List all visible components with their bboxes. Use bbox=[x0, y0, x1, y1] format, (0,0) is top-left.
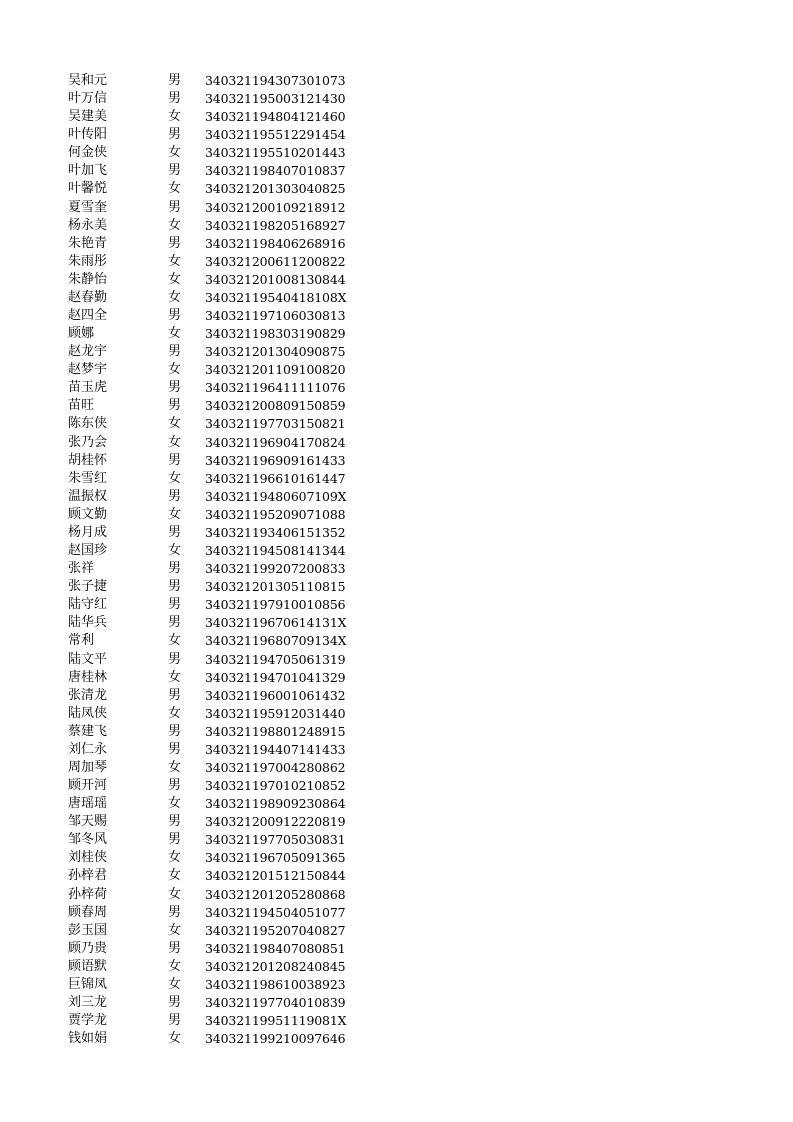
table-row bbox=[0, 922, 793, 940]
table-row bbox=[0, 90, 793, 108]
gender-cell: 男 bbox=[168, 741, 182, 757]
table-row bbox=[0, 180, 793, 198]
id-number-cell: 340321196610161447 bbox=[205, 470, 346, 486]
roster-table bbox=[0, 72, 793, 1048]
table-row bbox=[0, 560, 793, 578]
table-row bbox=[0, 831, 793, 849]
gender-cell: 男 bbox=[168, 723, 182, 739]
gender-cell: 男 bbox=[168, 344, 182, 360]
table-row bbox=[0, 524, 793, 542]
name-cell: 周加琴 bbox=[68, 759, 108, 775]
name-cell: 叶万信 bbox=[68, 91, 108, 107]
id-number-cell: 340321197004280862 bbox=[205, 759, 346, 775]
id-number-cell: 340321195207040827 bbox=[205, 922, 346, 938]
table-row bbox=[0, 886, 793, 904]
name-cell: 叶馨悦 bbox=[68, 181, 108, 197]
gender-cell: 女 bbox=[168, 289, 182, 305]
gender-cell: 女 bbox=[168, 145, 182, 161]
gender-cell: 男 bbox=[168, 778, 182, 794]
id-number-cell: 340321197703150821 bbox=[205, 416, 346, 432]
name-cell: 苗旺 bbox=[68, 398, 95, 414]
table-row bbox=[0, 777, 793, 795]
gender-cell: 女 bbox=[168, 886, 182, 902]
gender-cell: 男 bbox=[168, 561, 182, 577]
name-cell: 孙梓荷 bbox=[68, 886, 108, 902]
id-number-cell: 340321194407141433 bbox=[205, 741, 346, 757]
gender-cell: 女 bbox=[168, 470, 182, 486]
id-number-cell: 340321201008130844 bbox=[205, 271, 346, 287]
gender-cell: 男 bbox=[168, 832, 182, 848]
id-number-cell: 34032119480607109X bbox=[205, 488, 347, 504]
gender-cell: 男 bbox=[168, 597, 182, 613]
gender-cell: 女 bbox=[168, 506, 182, 522]
table-row bbox=[0, 72, 793, 90]
name-cell: 陆文平 bbox=[68, 651, 108, 667]
gender-cell: 男 bbox=[168, 308, 182, 324]
name-cell: 吴建美 bbox=[68, 109, 108, 125]
id-number-cell: 340321201109100820 bbox=[205, 362, 346, 378]
name-cell: 彭玉国 bbox=[68, 922, 108, 938]
name-cell: 张清龙 bbox=[68, 687, 108, 703]
name-cell: 胡桂怀 bbox=[68, 452, 108, 468]
id-number-cell: 340321197106030813 bbox=[205, 308, 346, 324]
gender-cell: 女 bbox=[168, 271, 182, 287]
table-row bbox=[0, 976, 793, 994]
id-number-cell: 340321201512150844 bbox=[205, 868, 346, 884]
gender-cell: 女 bbox=[168, 109, 182, 125]
table-row bbox=[0, 289, 793, 307]
gender-cell: 男 bbox=[168, 994, 182, 1010]
name-cell: 杨月成 bbox=[68, 524, 108, 540]
table-row bbox=[0, 126, 793, 144]
id-number-cell: 340321198610038923 bbox=[205, 976, 346, 992]
gender-cell: 女 bbox=[168, 253, 182, 269]
id-number-cell: 340321201205280868 bbox=[205, 886, 346, 902]
id-number-cell: 340321195512291454 bbox=[205, 127, 346, 143]
table-row bbox=[0, 144, 793, 162]
table-row bbox=[0, 253, 793, 271]
id-number-cell: 340321198205168927 bbox=[205, 217, 346, 233]
table-row bbox=[0, 669, 793, 687]
id-number-cell: 340321200912220819 bbox=[205, 814, 346, 830]
name-cell: 唐桂林 bbox=[68, 669, 108, 685]
name-cell: 邹天赐 bbox=[68, 814, 108, 830]
gender-cell: 女 bbox=[168, 217, 182, 233]
id-number-cell: 340321196705091365 bbox=[205, 850, 346, 866]
id-number-cell: 340321194701041329 bbox=[205, 669, 346, 685]
name-cell: 陆华兵 bbox=[68, 615, 108, 631]
id-number-cell: 340321195510201443 bbox=[205, 145, 346, 161]
name-cell: 常利 bbox=[68, 633, 95, 649]
id-number-cell: 34032119670614131X bbox=[205, 615, 347, 631]
table-row bbox=[0, 795, 793, 813]
name-cell: 刘桂侠 bbox=[68, 850, 108, 866]
table-row bbox=[0, 596, 793, 614]
name-cell: 陆守红 bbox=[68, 597, 108, 613]
id-number-cell: 340321197910010856 bbox=[205, 597, 346, 613]
id-number-cell: 340321198407080851 bbox=[205, 940, 346, 956]
table-row bbox=[0, 470, 793, 488]
id-number-cell: 340321195003121430 bbox=[205, 91, 346, 107]
name-cell: 巨锦凤 bbox=[68, 976, 108, 992]
id-number-cell: 340321199207200833 bbox=[205, 561, 346, 577]
table-row bbox=[0, 687, 793, 705]
id-number-cell: 340321198801248915 bbox=[205, 723, 346, 739]
table-row bbox=[0, 958, 793, 976]
table-row bbox=[0, 867, 793, 885]
gender-cell: 男 bbox=[168, 127, 182, 143]
name-cell: 陈东侠 bbox=[68, 416, 108, 432]
name-cell: 吴和元 bbox=[68, 73, 108, 88]
id-number-cell: 340321194804121460 bbox=[205, 109, 346, 125]
id-number-cell: 340321201208240845 bbox=[205, 958, 346, 974]
table-row bbox=[0, 759, 793, 777]
gender-cell: 女 bbox=[168, 976, 182, 992]
id-number-cell: 340321201305110815 bbox=[205, 579, 346, 595]
table-row bbox=[0, 705, 793, 723]
name-cell: 顾春周 bbox=[68, 904, 108, 920]
gender-cell: 男 bbox=[168, 814, 182, 830]
gender-cell: 男 bbox=[168, 235, 182, 251]
name-cell: 何金侠 bbox=[68, 145, 108, 161]
name-cell: 叶传阳 bbox=[68, 127, 108, 143]
table-row bbox=[0, 235, 793, 253]
name-cell: 温振权 bbox=[68, 488, 108, 504]
name-cell: 朱艳青 bbox=[68, 235, 108, 251]
table-row bbox=[0, 542, 793, 560]
name-cell: 唐瑶瑶 bbox=[68, 796, 108, 812]
table-row bbox=[0, 108, 793, 126]
table-row bbox=[0, 199, 793, 217]
name-cell: 顾开河 bbox=[68, 778, 108, 794]
name-cell: 夏雪奎 bbox=[68, 199, 108, 215]
name-cell: 顾语默 bbox=[68, 958, 108, 974]
name-cell: 钱如娟 bbox=[68, 1031, 108, 1047]
gender-cell: 女 bbox=[168, 326, 182, 342]
id-number-cell: 34032119540418108X bbox=[205, 289, 347, 305]
name-cell: 顾娜 bbox=[68, 326, 95, 342]
id-number-cell: 340321196001061432 bbox=[205, 687, 346, 703]
name-cell: 孙梓君 bbox=[68, 868, 108, 884]
id-number-cell: 340321194504051077 bbox=[205, 904, 346, 920]
name-cell: 朱雪红 bbox=[68, 470, 108, 486]
table-row bbox=[0, 651, 793, 669]
id-number-cell: 340321195912031440 bbox=[205, 705, 346, 721]
id-number-cell: 340321198406268916 bbox=[205, 235, 346, 251]
gender-cell: 女 bbox=[168, 705, 182, 721]
id-number-cell: 340321196411111076 bbox=[205, 380, 346, 396]
table-row bbox=[0, 1012, 793, 1030]
table-row bbox=[0, 849, 793, 867]
gender-cell: 男 bbox=[168, 91, 182, 107]
gender-cell: 男 bbox=[168, 904, 182, 920]
table-row bbox=[0, 379, 793, 397]
gender-cell: 男 bbox=[168, 488, 182, 504]
gender-cell: 男 bbox=[168, 398, 182, 414]
id-number-cell: 340321196909161433 bbox=[205, 452, 346, 468]
table-row bbox=[0, 506, 793, 524]
id-number-cell: 340321195209071088 bbox=[205, 506, 346, 522]
name-cell: 刘仁永 bbox=[68, 741, 108, 757]
id-number-cell: 34032119951119081X bbox=[205, 1013, 347, 1029]
table-row bbox=[0, 325, 793, 343]
name-cell: 赵四全 bbox=[68, 308, 108, 324]
id-number-cell: 340321198909230864 bbox=[205, 796, 346, 812]
gender-cell: 女 bbox=[168, 850, 182, 866]
id-number-cell: 340321194307301073 bbox=[205, 73, 346, 88]
gender-cell: 男 bbox=[168, 452, 182, 468]
name-cell: 叶加飞 bbox=[68, 163, 108, 179]
gender-cell: 男 bbox=[168, 199, 182, 215]
gender-cell: 男 bbox=[168, 651, 182, 667]
table-row bbox=[0, 488, 793, 506]
gender-cell: 女 bbox=[168, 796, 182, 812]
gender-cell: 女 bbox=[168, 362, 182, 378]
id-number-cell: 340321201303040825 bbox=[205, 181, 346, 197]
table-row bbox=[0, 904, 793, 922]
id-number-cell: 340321197010210852 bbox=[205, 778, 346, 794]
table-row bbox=[0, 632, 793, 650]
id-number-cell: 340321201304090875 bbox=[205, 344, 346, 360]
gender-cell: 男 bbox=[168, 73, 182, 88]
name-cell: 张祥 bbox=[68, 561, 95, 577]
gender-cell: 男 bbox=[168, 380, 182, 396]
id-number-cell: 340321194705061319 bbox=[205, 651, 346, 667]
gender-cell: 男 bbox=[168, 524, 182, 540]
gender-cell: 女 bbox=[168, 1031, 182, 1047]
table-row bbox=[0, 452, 793, 470]
name-cell: 张乃会 bbox=[68, 434, 108, 450]
table-row bbox=[0, 741, 793, 759]
table-row bbox=[0, 813, 793, 831]
id-number-cell: 340321196904170824 bbox=[205, 434, 346, 450]
name-cell: 朱静怡 bbox=[68, 271, 108, 287]
id-number-cell: 340321200109218912 bbox=[205, 199, 346, 215]
id-number-cell: 340321197704010839 bbox=[205, 994, 346, 1010]
name-cell: 赵龙宇 bbox=[68, 344, 108, 360]
name-cell: 邹冬风 bbox=[68, 832, 108, 848]
name-cell: 顾乃贵 bbox=[68, 940, 108, 956]
table-row bbox=[0, 271, 793, 289]
table-row bbox=[0, 307, 793, 325]
id-number-cell: 340321199210097646 bbox=[205, 1031, 346, 1047]
gender-cell: 男 bbox=[168, 687, 182, 703]
name-cell: 刘三龙 bbox=[68, 994, 108, 1010]
gender-cell: 女 bbox=[168, 543, 182, 559]
gender-cell: 女 bbox=[168, 633, 182, 649]
gender-cell: 男 bbox=[168, 1013, 182, 1029]
table-row bbox=[0, 415, 793, 433]
gender-cell: 男 bbox=[168, 163, 182, 179]
name-cell: 蔡建飞 bbox=[68, 723, 108, 739]
id-number-cell: 340321198407010837 bbox=[205, 163, 346, 179]
table-row bbox=[0, 343, 793, 361]
table-row bbox=[0, 723, 793, 741]
table-row bbox=[0, 994, 793, 1012]
name-cell: 贾学龙 bbox=[68, 1013, 108, 1029]
name-cell: 赵春勤 bbox=[68, 289, 108, 305]
gender-cell: 女 bbox=[168, 759, 182, 775]
gender-cell: 女 bbox=[168, 868, 182, 884]
gender-cell: 女 bbox=[168, 434, 182, 450]
name-cell: 陆凤侠 bbox=[68, 705, 108, 721]
name-cell: 顾文勤 bbox=[68, 506, 108, 522]
table-row bbox=[0, 361, 793, 379]
id-number-cell: 34032119680709134X bbox=[205, 633, 347, 649]
gender-cell: 女 bbox=[168, 669, 182, 685]
gender-cell: 女 bbox=[168, 958, 182, 974]
table-row bbox=[0, 940, 793, 958]
name-cell: 苗玉虎 bbox=[68, 380, 108, 396]
table-row bbox=[0, 162, 793, 180]
table-row bbox=[0, 217, 793, 235]
id-number-cell: 340321194508141344 bbox=[205, 543, 346, 559]
id-number-cell: 340321200809150859 bbox=[205, 398, 346, 414]
id-number-cell: 340321197705030831 bbox=[205, 832, 346, 848]
table-row bbox=[0, 1030, 793, 1048]
gender-cell: 男 bbox=[168, 579, 182, 595]
gender-cell: 女 bbox=[168, 416, 182, 432]
table-row bbox=[0, 614, 793, 632]
table-row bbox=[0, 578, 793, 596]
gender-cell: 男 bbox=[168, 615, 182, 631]
id-number-cell: 340321198303190829 bbox=[205, 326, 346, 342]
name-cell: 赵梦宇 bbox=[68, 362, 108, 378]
name-cell: 朱雨彤 bbox=[68, 253, 108, 269]
name-cell: 杨永美 bbox=[68, 217, 108, 233]
table-row bbox=[0, 434, 793, 452]
name-cell: 赵国珍 bbox=[68, 543, 108, 559]
gender-cell: 男 bbox=[168, 940, 182, 956]
gender-cell: 女 bbox=[168, 922, 182, 938]
id-number-cell: 340321200611200822 bbox=[205, 253, 346, 269]
name-cell: 张子捷 bbox=[68, 579, 108, 595]
table-row bbox=[0, 397, 793, 415]
id-number-cell: 340321193406151352 bbox=[205, 524, 346, 540]
gender-cell: 女 bbox=[168, 181, 182, 197]
